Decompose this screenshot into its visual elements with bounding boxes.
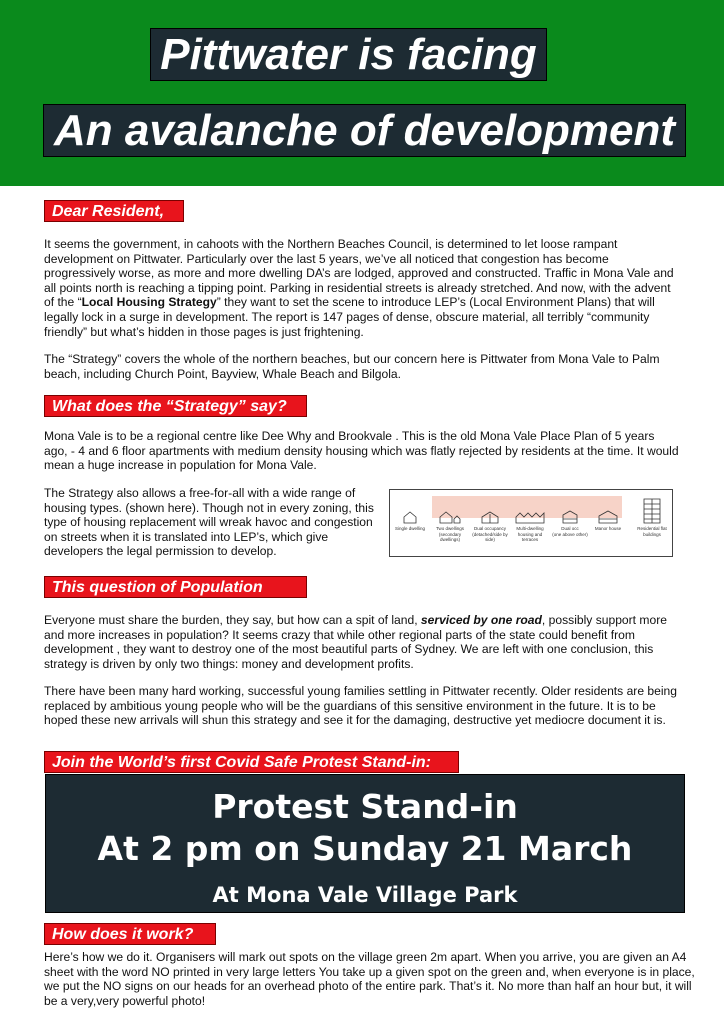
protest-title: Protest Stand-in (212, 787, 518, 826)
housing-types-diagram (389, 489, 673, 557)
diagram-residential-flats: Residential flat buildings (634, 510, 670, 537)
diagram-dual-occupancy: Dual occupancy (detached/side by side) (472, 510, 508, 543)
protest-time: At 2 pm on Sunday 21 March (97, 829, 633, 868)
heading-population: This question of Population (44, 576, 307, 598)
intro-paragraph-2: The “Strategy” covers the whole of the northern beaches, but our concern here is Pittwater from Mona Vale to Palm beach, including Church Point, Bayview, Whale Beach and Bilgola. (44, 352, 660, 381)
diagram-manor-house: Manor house (590, 510, 626, 532)
population-paragraph-1: Everyone must share the burden, they say, but how can a spit of land, serviced by one road, possibly support more and more increases in population? It seems crazy that while other regional parts of the state could benefit from development , they want to destroy one of the most beautiful parts of Sydney. We are left with one conclusion, this strategy is driven by only two things: money and development profits. (44, 613, 667, 671)
protest-banner (45, 774, 685, 913)
diagram-multi-dwelling: Multi-dwelling housing and terraces (512, 510, 548, 543)
strategy-paragraph-1: Mona Vale is to be a regional centre like Dee Why and Brookvale . This is the old Mona Vale Place Plan of 5 years ago, - 4 and 6 floor apartments with medium density housing which was flatly rejected by residents at the time. It would mean a huge increase in population for Mona Vale. (44, 429, 679, 473)
heading-dear-resident: Dear Resident, (44, 200, 184, 222)
headline-line-1: Pittwater is facing (150, 28, 547, 81)
diagram-dual-occ-stacked: Dual occ (one above other) (552, 510, 588, 537)
heading-how: How does it work? (44, 923, 216, 945)
protest-location: At Mona Vale Village Park (212, 883, 518, 907)
diagram-two-dwellings: Two dwellings (secondary dwellings) (432, 510, 468, 543)
how-paragraph: Here’s how we do it. Organisers will mark out spots on the village green 2m apart. When you arrive, you are given an A4 sheet with the word NO printed in very large letters You take up a given spot on the green and, when everyone is in place, we put the NO signs on our heads for an overhead photo of the entire park. That’s it. No more than half an hour but, it will be a very,very powerful photo! (44, 950, 695, 1008)
heading-strategy: What does the “Strategy” say? (44, 395, 307, 417)
heading-join-protest: Join the World’s first Covid Safe Protest Stand-in: (44, 751, 459, 773)
local-housing-strategy-bold: Local Housing Strategy (81, 295, 217, 310)
intro-paragraph-1: It seems the government, in cahoots with the Northern Beaches Council, is determined to let loose rampant development on Pittwater. Particularly over the last 5 years, we’ve all noticed that congestion has become progressively worse, as more and more dwelling DA’s are lodged, approved and constructed. Traffic in Mona Vale and all points north is reaching a tipping point. Parking in residential streets is already stretched. And now, with the advent of the “Local Housing Strategy” they want to set the scene to introduce LEP’s (Local Environment Plans) that will legally lock in a surge in development. The report is 147 pages of dense, obscure material, all terribly “community friendly” but what’s hidden in those pages is just frightening. (44, 237, 674, 339)
population-paragraph-2: There have been many hard working, successful young families settling in Pittwater recently. Older residents are being replaced by ambitious young people who will be the guardians of this sensitive environment in the future. It is to be hoped these new arrivals will shun this strategy and see it for the damaging, destructive yet mediocre document it is. (44, 684, 677, 728)
diagram-single-dwelling: Single dwelling (392, 510, 428, 532)
headline-line-2: An avalanche of development (43, 104, 686, 157)
serviced-by-one-road-emphasis: serviced by one road (420, 613, 542, 627)
strategy-paragraph-2: The Strategy also allows a free-for-all with a wide range of housing types. (shown here). Though not in every zoning, this type of housing replacement will wreak havoc and congestion on streets when it is translated into LEP’s, which give developers the legal permission to develop. (44, 486, 374, 559)
